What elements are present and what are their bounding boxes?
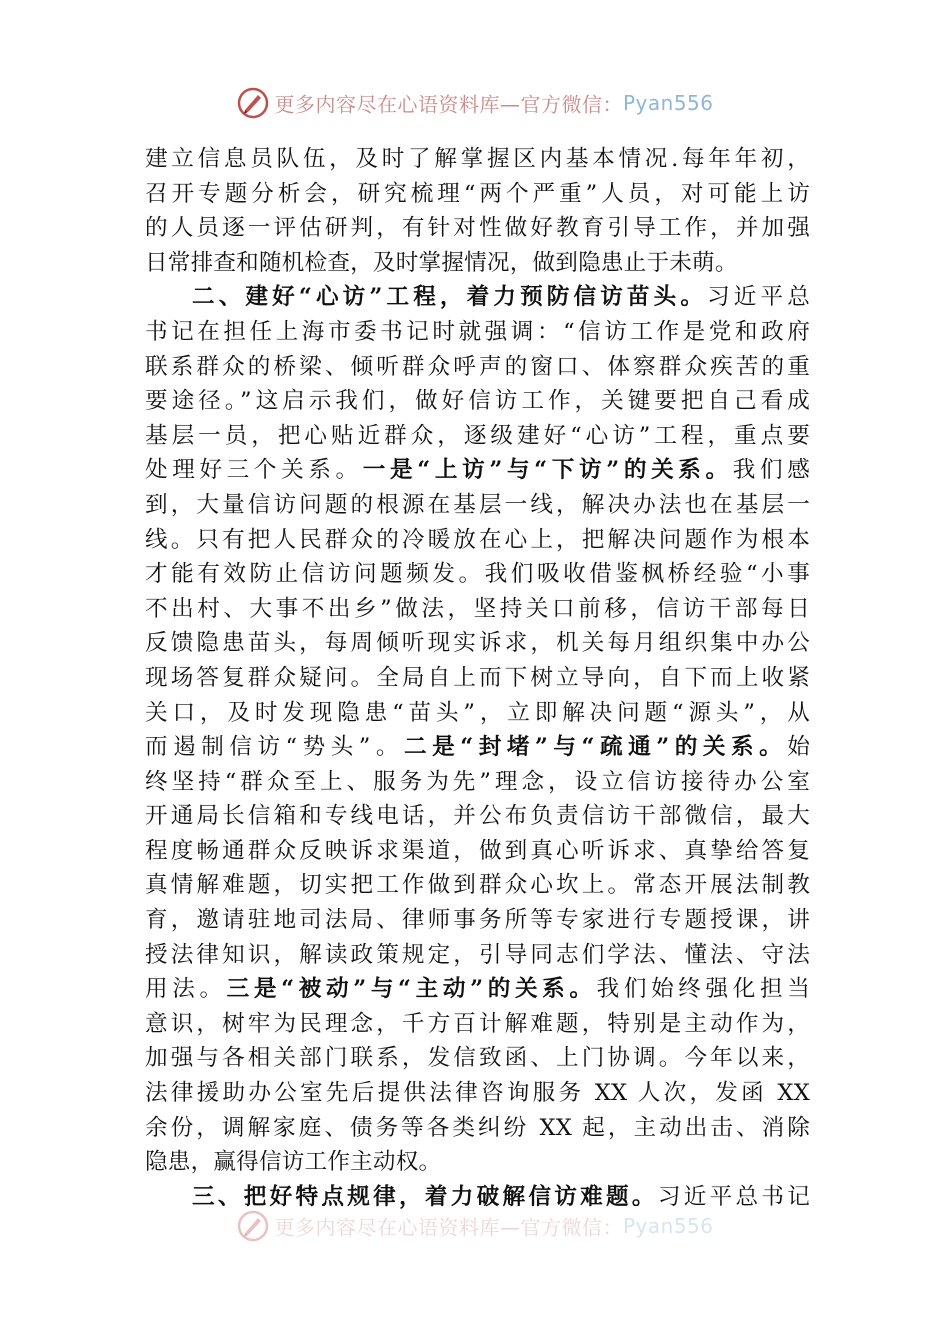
pen-circle-logo-icon [236,86,270,120]
text-segment: 到，大量信访问题的根源在基层一线，解决办法也在基层一 [145,491,810,518]
text-segment: 意识，树牢为民理念，千方百计解难题，特别是主动作为， [145,1010,810,1037]
text-line [145,211,810,246]
text-line [145,661,810,696]
text-segment: 程度畅通群众反映诉求渠道，做到真心听诉求、真挚给答复 [145,837,810,864]
text-segment: 我们始终强化担当 [596,976,810,1003]
text-segment: 隐患，赢得信访工作主动权。 [145,1149,442,1176]
text-segment: 习近平总 [707,284,810,311]
text-segment: 日常排查和随机检查，及时掌握情况，做到隐患止于未萌。 [145,249,738,276]
watermark-text: 更多内容尽在心语资料库—官方微信： [274,1215,623,1240]
text-segment: 始 [787,734,810,761]
text-line [145,799,810,834]
pen-circle-logo-icon [236,1209,270,1243]
text-line [145,626,810,661]
text-line [145,280,810,315]
text-line [145,765,810,800]
text-segment: 余份，调解家庭、债务等各类纠纷 XX 起，主动出击、消除 [145,1114,810,1141]
text-line [145,315,810,350]
watermark-id: Pyan556 [622,91,714,115]
text-line [145,1145,810,1180]
text-segment: 建立信息员队伍，及时了解掌握区内基本情况.每年年初， [145,146,810,172]
text-line [145,246,810,281]
text-line [145,384,810,419]
text-segment: 开通局长信箱和专线电话，并公布负责信访干部微信，最大 [145,803,810,830]
text-segment: 育，邀请驻地司法局、律师事务所等专家进行专题授课，讲 [145,907,810,934]
text-line [145,834,810,869]
text-segment: 法律援助办公室先后提供法律咨询服务 XX 人次，发函 XX [145,1080,810,1107]
text-segment: 授法律知识，解读政策规定，引导同志们学法、懂法、守法 [145,941,810,968]
text-segment: 基层一员，把心贴近群众，逐级建好“心访”工程，重点要 [145,422,810,449]
watermark-text: 更多内容尽在心语资料库—官方微信： [274,92,623,117]
text-line [145,903,810,938]
text-segment: 习近平总书记 [657,1183,810,1210]
text-segment: 而遏制信访“势头”。 [145,734,404,761]
text-segment: 线。只有把人民群众的冷暖放在心上，把解决问题作为根本 [145,526,810,553]
text-line [145,938,810,973]
watermark-id: Pyan556 [622,1214,714,1238]
text-line [145,1076,810,1111]
document-body [145,142,810,1214]
text-segment: 用法。 [145,976,227,1003]
bold-heading-segment: 二是“封堵”与“疏通”的关系。 [403,734,788,761]
bold-heading-segment: 二、建好“心访”工程，着力预防信访苗头。 [192,284,708,311]
watermark-header [0,86,950,120]
text-line [145,1041,810,1076]
text-segment: 关口，及时发现隐患“苗头”，立即解决问题“源头”，从 [145,699,810,726]
text-line [145,592,810,627]
text-line [145,557,810,592]
text-segment: 书记在担任上海市委书记时就强调：“信访工作是党和政府 [145,318,810,345]
text-line [145,1111,810,1146]
text-segment: 不出村、大事不出乡”做法，坚持关口前移，信访干部每日 [145,595,810,622]
text-line [145,488,810,523]
text-line [145,142,810,177]
text-line [145,350,810,385]
bold-heading-segment: 三是“被动”与“主动”的关系。 [226,976,597,1003]
text-line [145,523,810,558]
text-line [145,177,810,212]
text-line [145,868,810,903]
text-segment: 召开专题分析会，研究梳理“两个严重”人员，对可能上访 [145,180,810,207]
text-line [145,730,810,765]
text-segment: 要途径。”这启示我们，做好信访工作，关键要把自己看成 [145,388,810,415]
text-line [145,972,810,1007]
text-segment: 处理好三个关系。 [145,457,363,484]
bold-heading-segment: 三、把好特点规律，着力破解信访难题。 [192,1183,658,1210]
text-line [145,1007,810,1042]
watermark-footer [0,1209,950,1243]
text-segment: 联系群众的桥梁、倾听群众呼声的窗口、体察群众疾苦的重 [145,353,810,380]
text-segment: 真情解难题，切实把工作做到群众心坎上。常态开展法制教 [145,872,810,899]
text-segment: 反馈隐患苗头，每周倾听现实诉求，机关每月组织集中办公 [145,630,810,657]
text-segment: 加强与各相关部门联系，发信致函、上门协调。今年以来， [145,1045,810,1072]
text-segment: 我们感 [732,457,811,484]
text-segment: 终坚持“群众至上、服务为先”理念，设立信访接待办公室 [145,768,810,795]
text-line [145,696,810,731]
text-segment: 现场答复群众疑问。全局自上而下树立导向，自下而上收紧 [145,664,810,691]
text-segment: 才能有效防止信访问题频发。我们吸收借鉴枫桥经验“小事 [145,561,810,588]
text-line [145,453,810,488]
text-segment: 的人员逐一评估研判，有针对性做好教育引导工作，并加强 [145,215,810,242]
text-line [145,419,810,454]
bold-heading-segment: 一是“上访”与“下访”的关系。 [362,457,733,484]
